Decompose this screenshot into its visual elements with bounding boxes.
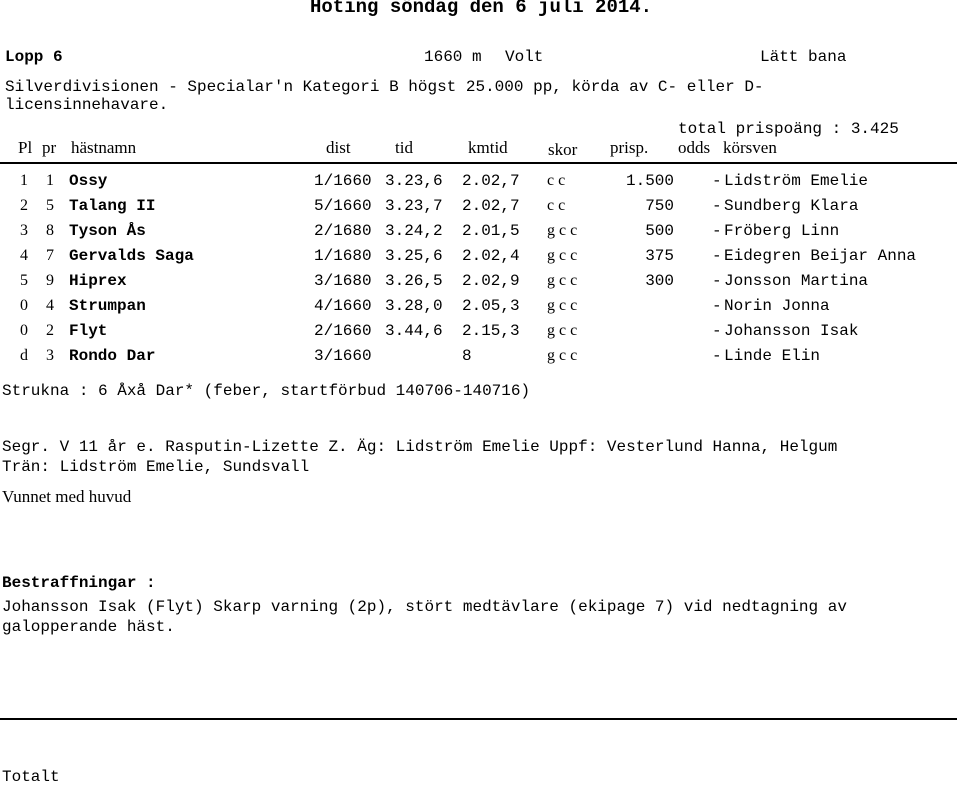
race-start-type: Volt [505,48,544,66]
cell-kmtid: 2.02,9 [462,272,520,290]
cell-dist: 3/1680 [314,272,372,290]
cell-kmtid: 2.02,7 [462,172,520,190]
cell-kmtid: 2.02,4 [462,247,520,265]
cell-driver: Eidegren Beijar Anna [724,247,917,265]
cell-horse: Hiprex [69,272,127,290]
cell-driver: Sundberg Klara [724,197,859,215]
cell-skor: g c c [547,322,578,339]
cell-driver: Linde Elin [724,347,821,365]
col-kmtid: kmtid [468,138,508,157]
cell-dist: 2/1660 [314,322,372,340]
race-distance: 1660 m [424,48,482,66]
cell-pr: 1 [46,172,54,189]
winner-info-line2: Trän: Lidström Emelie, Sundsvall [2,458,310,476]
cell-tid: 3.23,7 [385,197,443,215]
cell-skor: g c c [547,272,578,289]
cell-skor: c c [547,197,566,214]
cell-pl: 2 [20,197,28,214]
cell-odds: - [712,197,722,215]
cell-driver: Jonsson Martina [724,272,869,290]
cell-horse: Rondo Dar [69,347,156,365]
cell-dist: 5/1660 [314,197,372,215]
cell-odds: - [712,297,722,315]
cell-pr: 9 [46,272,54,289]
cell-kmtid: 2.02,7 [462,197,520,215]
cell-horse: Ossy [69,172,108,190]
cell-pl: 5 [20,272,28,289]
track-condition: Lätt bana [760,48,847,66]
cell-driver: Lidström Emelie [724,172,869,190]
cell-kmtid: 2.15,3 [462,322,520,340]
cell-horse: Tyson Ås [69,222,146,240]
cell-pr: 8 [46,222,54,239]
penalties-line1: Johansson Isak (Flyt) Skarp varning (2p), stört medtävlare (ekipage 7) vid nedtagning av [2,598,847,616]
cell-kmtid: 2.01,5 [462,222,520,240]
won-by: Vunnet med huvud [2,487,132,506]
cell-pl: 4 [20,247,28,264]
cell-driver: Fröberg Linn [724,222,840,240]
cell-kmtid: 8 [462,347,472,365]
cell-skor: g c c [547,347,578,364]
cell-pl: 0 [20,297,28,314]
cell-skor: c c [547,172,566,189]
cell-tid: 3.23,6 [385,172,443,190]
footer-rule [0,718,957,720]
cell-pl: 3 [20,222,28,239]
col-skor: skor [548,140,578,159]
cell-odds: - [712,322,722,340]
cell-driver: Johansson Isak [724,322,859,340]
penalties-line2: galopperande häst. [2,618,175,636]
cell-dist: 1/1660 [314,172,372,190]
cell-dist: 3/1660 [314,347,372,365]
cell-skor: g c c [547,247,578,264]
cell-pl: 0 [20,322,28,339]
race-description-line1: Silverdivisionen - Specialar'n Kategori B högst 25.000 pp, körda av C- eller D- [5,78,764,96]
cell-horse: Strumpan [69,297,146,315]
cell-pr: 4 [46,297,54,314]
cell-prize: 300 [645,272,674,290]
cell-dist: 1/1680 [314,247,372,265]
cell-prize: 750 [645,197,674,215]
cell-horse: Talang II [69,197,156,215]
cell-odds: - [712,272,722,290]
col-dist: dist [326,138,351,157]
cell-prize: 1.500 [625,172,674,190]
cell-odds: - [712,172,722,190]
race-description-line2: licensinnehavare. [5,96,169,114]
cell-odds: - [712,222,722,240]
cell-horse: Flyt [69,322,108,340]
cell-pl: d [20,347,28,364]
col-pr: pr [42,138,57,157]
col-odds: odds [678,138,711,157]
col-prize: prisp. [610,138,649,157]
cell-pl: 1 [20,172,28,189]
cell-pr: 3 [46,347,54,364]
cell-dist: 4/1660 [314,297,372,315]
col-horse: hästnamn [71,138,137,157]
cell-skor: g c c [547,222,578,239]
cell-tid: 3.28,0 [385,297,443,315]
cell-dist: 2/1680 [314,222,372,240]
scratched-info: Strukna : 6 Åxå Dar* (feber, startförbud 140706-140716) [2,382,531,400]
cell-driver: Norin Jonna [724,297,830,315]
race-label: Lopp 6 [5,48,63,66]
cell-skor: g c c [547,297,578,314]
col-tid: tid [395,138,413,157]
cell-kmtid: 2.05,3 [462,297,520,315]
page-title: Hoting söndag den 6 juli 2014. [310,0,653,18]
col-pl: Pl [18,138,33,157]
cell-prize: 375 [645,247,674,265]
cell-tid: 3.24,2 [385,222,443,240]
cell-tid: 3.26,5 [385,272,443,290]
col-driver: körsven [723,138,777,157]
winner-info-line1: Segr. V 11 år e. Rasputin-Lizette Z. Äg: Lidström Emelie Uppf: Vesterlund Hanna, Helgum [2,438,838,456]
cell-horse: Gervalds Saga [69,247,194,265]
cell-pr: 5 [46,197,54,214]
penalties-heading: Bestraffningar : [2,574,156,592]
total-prize: total prispoäng : 3.425 [678,120,899,138]
cell-prize: 500 [645,222,674,240]
cell-pr: 7 [46,247,54,264]
cell-odds: - [712,247,722,265]
header-rule [0,162,957,164]
cell-odds: - [712,347,722,365]
cell-tid: 3.44,6 [385,322,443,340]
cell-tid: 3.25,6 [385,247,443,265]
total-label: Totalt [2,768,60,786]
cell-pr: 2 [46,322,54,339]
